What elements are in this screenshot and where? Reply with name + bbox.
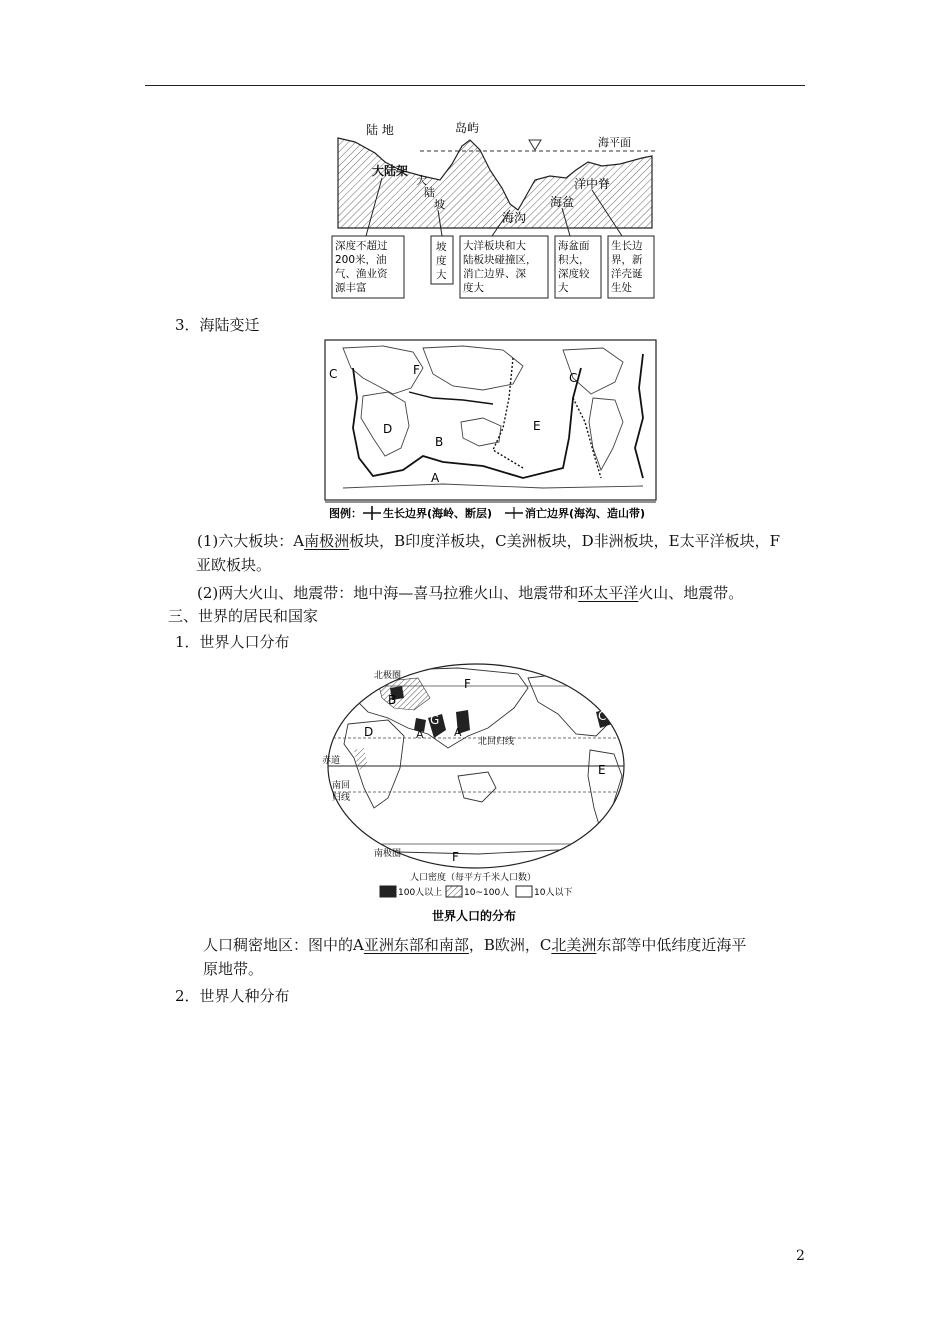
blank-circum-pacific: 环太平洋	[578, 584, 639, 602]
para-dense-regions-cont: 原地带。	[203, 960, 264, 978]
label-trench: 海沟	[502, 211, 527, 225]
label-ridge: 洋中脊	[574, 177, 611, 191]
legend-prefix: 图例：	[329, 507, 362, 520]
blank-north-america: 北美洲	[551, 936, 597, 954]
population-map-figure	[318, 658, 638, 928]
legend-growth-symbol	[363, 506, 381, 520]
para-six-plates-cont: 亚欧板块。	[196, 556, 272, 574]
pop-label-f-south: F	[452, 850, 459, 864]
lat-capricorn-1: 南回	[332, 781, 351, 791]
box-trench-text: 大洋板块和大 陆板块碰撞区， 消亡边界、深 度大	[463, 240, 537, 294]
box-slope-text: 坡 度 大	[436, 241, 447, 281]
seafloor-profile-figure	[330, 118, 660, 303]
plate-label-c-east: C	[569, 371, 578, 385]
legend-high-swatch	[380, 886, 396, 897]
lat-antarctic: 南极圈	[374, 849, 402, 859]
plate-label-f: F	[413, 363, 420, 377]
label-sea-level: 海平面	[598, 136, 631, 149]
legend-low: 10人以下	[534, 888, 573, 898]
label-land: 陆 地	[366, 123, 394, 137]
label-slope-2: 陆	[424, 186, 435, 199]
box-ridge-text: 生长边 界，新 洋壳诞 生处	[611, 240, 643, 294]
plates-map-figure	[323, 338, 659, 526]
pop-label-g: G	[430, 713, 440, 727]
lat-capricorn-2: 归线	[332, 793, 351, 803]
box-basin-text: 海盆面 积大， 深度较 大	[558, 240, 590, 294]
label-shelf: 大陆架	[372, 164, 409, 178]
section-three-title: 三、世界的居民和国家	[168, 607, 319, 625]
lat-cancer: 北回归线	[478, 737, 515, 747]
label-slope-1: 大	[416, 174, 427, 187]
plate-label-a: A	[431, 471, 440, 485]
plate-label-b: B	[435, 435, 444, 449]
legend-mid-swatch	[446, 886, 462, 897]
para-dense-regions: 人口稠密地区：图中的A亚洲东部和南部，B欧洲，C北美洲东部等中低纬度近海平	[203, 936, 747, 954]
pop-label-b: B	[388, 693, 397, 707]
label-slope-3: 坡	[434, 198, 445, 211]
plate-label-c-west: C	[329, 367, 338, 381]
pop-map-caption: 世界人口的分布	[432, 909, 517, 923]
pop-label-e: E	[598, 763, 606, 777]
pop-label-c: C	[598, 709, 607, 723]
pop-label-f-north: F	[464, 677, 471, 691]
legend-low-swatch	[516, 886, 532, 897]
section-3-title: 3．海陆变迁	[175, 316, 260, 334]
blank-antarctic: 南极洲	[304, 532, 350, 550]
para-six-plates: (1)六大板块：A南极洲板块，B印度洋板块，C美洲板块，D非洲板块，E太平洋板块，F	[197, 532, 780, 550]
pop-label-a-2: A	[454, 726, 462, 739]
header-rule	[145, 85, 805, 86]
label-basin: 海盆	[550, 195, 575, 209]
legend-subduction-symbol	[505, 507, 523, 519]
pop-label-a-1: A	[416, 728, 424, 741]
label-island: 岛屿	[455, 121, 480, 135]
section-3-1-title: 1．世界人口分布	[175, 633, 290, 651]
legend-growth: 生长边界(海岭、断层)	[383, 507, 493, 520]
para-two-belts: (2)两大火山、地震带：地中海—喜马拉雅火山、地震带和环太平洋火山、地震带。	[197, 584, 744, 602]
plate-label-e: E	[533, 419, 541, 433]
lat-arctic: 北极圈	[374, 671, 402, 681]
density-title: 人口密度（每平方千米人口数）	[410, 873, 537, 883]
section-3-2-title: 2．世界人种分布	[175, 987, 290, 1005]
legend-subduction: 消亡边界(海沟、造山带)	[525, 507, 646, 520]
legend-mid: 10~100人	[464, 888, 510, 898]
page-number: 2	[796, 1248, 805, 1264]
box-shelf-text: 深度不超过 200米，油 气、渔业资 源丰富	[335, 240, 388, 294]
blank-east-south-asia: 亚洲东部和南部	[363, 936, 469, 954]
lat-equator: 赤道	[322, 756, 341, 766]
legend-high: 100人以上	[398, 888, 443, 898]
pop-label-d: D	[364, 725, 374, 739]
plate-label-d: D	[383, 422, 393, 436]
